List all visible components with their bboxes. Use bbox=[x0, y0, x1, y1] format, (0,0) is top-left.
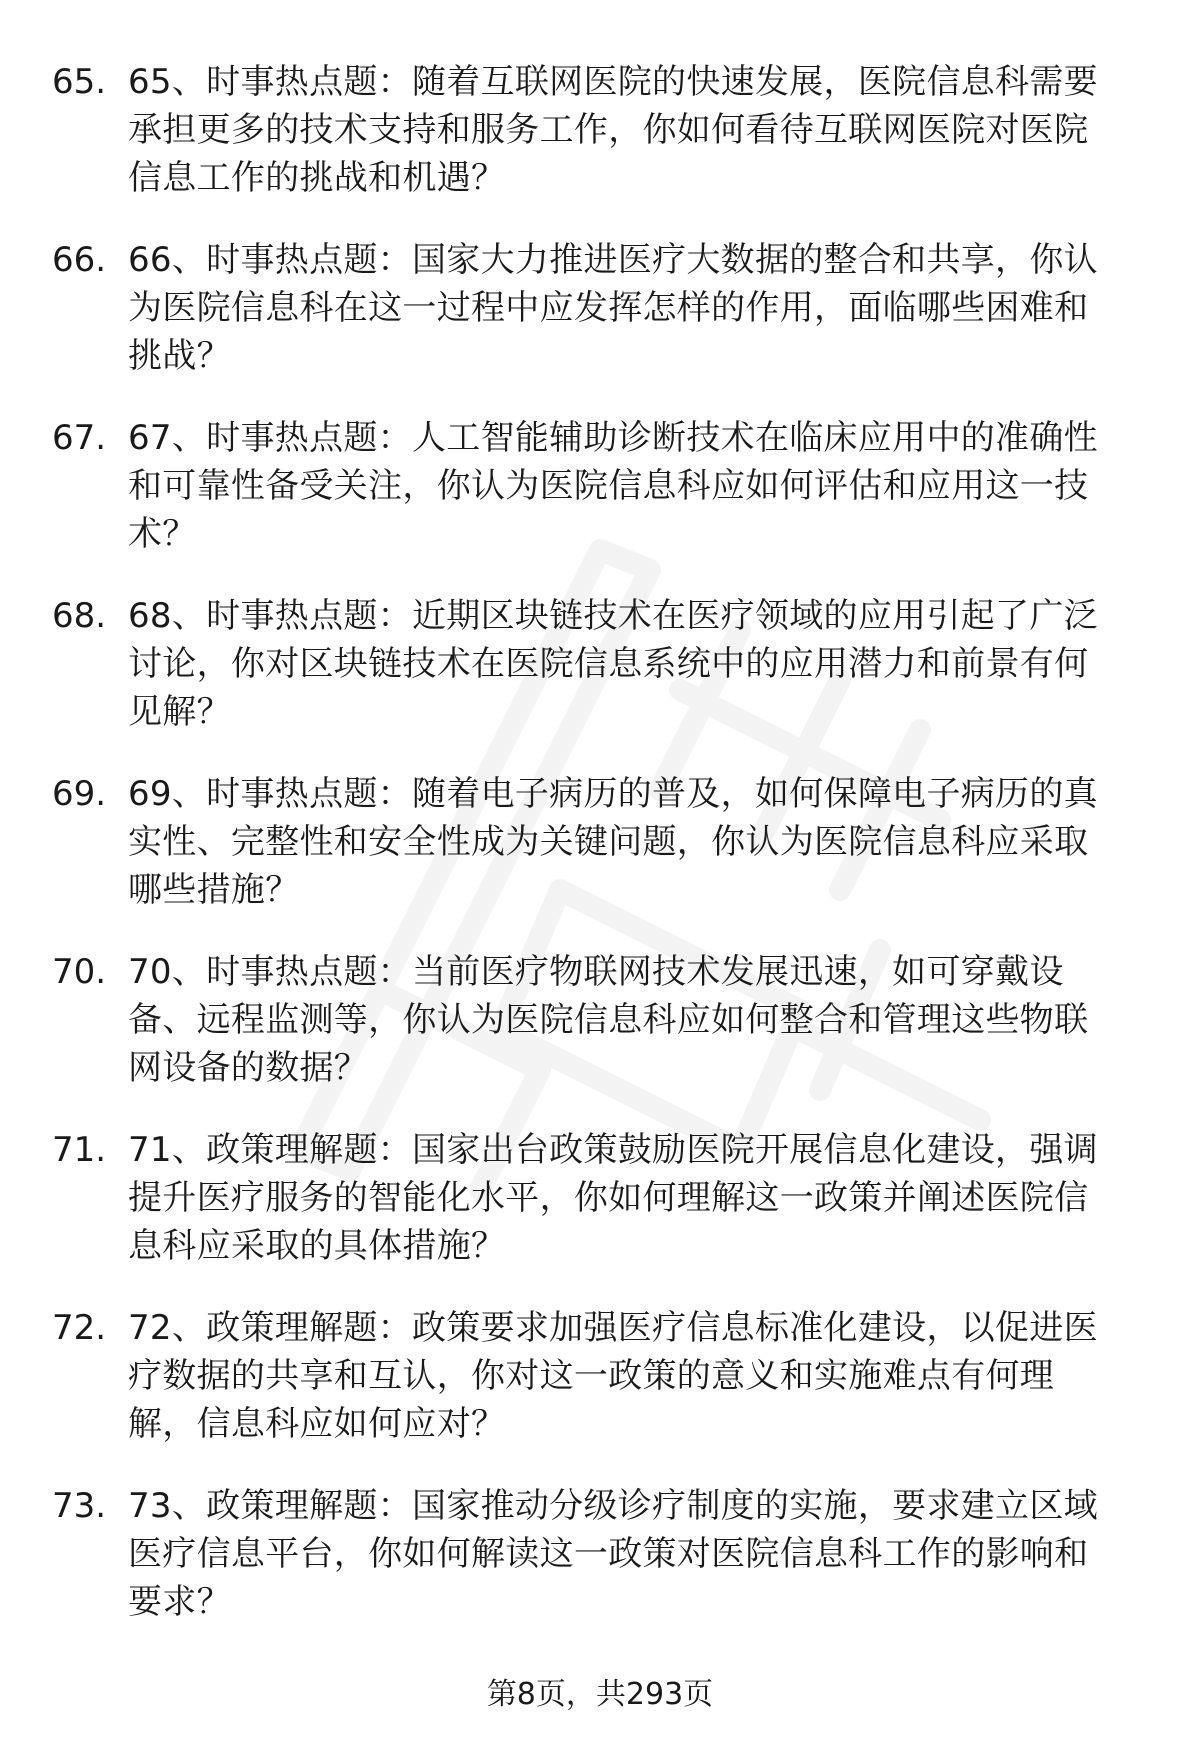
question-list bbox=[0, 58, 1200, 1660]
question-line: 医疗信息平台，你如何解读这一政策对医院信息科工作的影响和 bbox=[128, 1534, 1089, 1574]
question-item bbox=[0, 414, 1200, 592]
question-line: 实性、完整性和安全性成为关键问题，你认为医院信息科应采取 bbox=[128, 822, 1089, 862]
question-line: 讨论，你对区块链技术在医院信息系统中的应用潜力和前景有何 bbox=[128, 644, 1089, 684]
question-text bbox=[128, 414, 1148, 558]
question-text bbox=[128, 58, 1148, 202]
question-text bbox=[128, 1304, 1148, 1448]
question-item bbox=[0, 236, 1200, 414]
page-indicator: 第8页，共293页 bbox=[486, 1677, 714, 1712]
question-number: 67. bbox=[52, 418, 107, 458]
question-line: 网设备的数据？ bbox=[128, 1048, 369, 1088]
question-number: 66. bbox=[52, 240, 107, 280]
question-text bbox=[128, 948, 1148, 1092]
question-line: 为医院信息科在这一过程中应发挥怎样的作用，面临哪些困难和 bbox=[128, 288, 1089, 328]
question-line: 信息工作的挑战和机遇？ bbox=[128, 158, 506, 198]
question-item bbox=[0, 1304, 1200, 1482]
question-item bbox=[0, 58, 1200, 236]
question-number: 65. bbox=[52, 62, 107, 102]
question-line: 72、政策理解题：政策要求加强医疗信息标准化建设，以促进医 bbox=[128, 1308, 1098, 1348]
question-line: 要求？ bbox=[128, 1582, 231, 1622]
question-number: 73. bbox=[52, 1486, 107, 1526]
question-line: 术？ bbox=[128, 514, 197, 554]
question-line: 解，信息科应如何应对？ bbox=[128, 1404, 506, 1444]
question-text bbox=[128, 236, 1148, 380]
question-line: 疗数据的共享和互认，你对这一政策的意义和实施难点有何理 bbox=[128, 1356, 1055, 1396]
question-line: 68、时事热点题：近期区块链技术在医疗领域的应用引起了广泛 bbox=[128, 596, 1098, 636]
question-item bbox=[0, 1482, 1200, 1660]
question-line: 挑战？ bbox=[128, 336, 231, 376]
question-line: 73、政策理解题：国家推动分级诊疗制度的实施，要求建立区域 bbox=[128, 1486, 1098, 1526]
question-item bbox=[0, 948, 1200, 1126]
question-line: 67、时事热点题：人工智能辅助诊断技术在临床应用中的准确性 bbox=[128, 418, 1098, 458]
question-line: 66、时事热点题：国家大力推进医疗大数据的整合和共享，你认 bbox=[128, 240, 1098, 280]
question-number: 70. bbox=[52, 952, 107, 992]
question-text bbox=[128, 770, 1148, 914]
question-line: 备、远程监测等，你认为医院信息科应如何整合和管理这些物联 bbox=[128, 1000, 1089, 1040]
question-line: 承担更多的技术支持和服务工作，你如何看待互联网医院对医院 bbox=[128, 110, 1089, 150]
question-number: 69. bbox=[52, 774, 107, 814]
question-line: 见解？ bbox=[128, 692, 231, 732]
question-number: 68. bbox=[52, 596, 107, 636]
question-line: 提升医疗服务的智能化水平，你如何理解这一政策并阐述医院信 bbox=[128, 1178, 1089, 1218]
question-item bbox=[0, 592, 1200, 770]
question-line: 69、时事热点题：随着电子病历的普及，如何保障电子病历的真 bbox=[128, 774, 1098, 814]
question-text bbox=[128, 592, 1148, 736]
question-number: 72. bbox=[52, 1308, 107, 1348]
question-line: 65、时事热点题：随着互联网医院的快速发展，医院信息科需要 bbox=[128, 62, 1098, 102]
question-text bbox=[128, 1482, 1148, 1626]
question-number: 71. bbox=[52, 1130, 107, 1170]
question-text bbox=[128, 1126, 1148, 1270]
question-line: 息科应采取的具体措施？ bbox=[128, 1226, 506, 1266]
question-line: 哪些措施？ bbox=[128, 870, 300, 910]
question-item bbox=[0, 770, 1200, 948]
question-line: 和可靠性备受关注，你认为医院信息科应如何评估和应用这一技 bbox=[128, 466, 1089, 506]
question-line: 71、政策理解题：国家出台政策鼓励医院开展信息化建设，强调 bbox=[128, 1130, 1098, 1170]
question-line: 70、时事热点题：当前医疗物联网技术发展迅速，如可穿戴设 bbox=[128, 952, 1064, 992]
question-item bbox=[0, 1126, 1200, 1304]
